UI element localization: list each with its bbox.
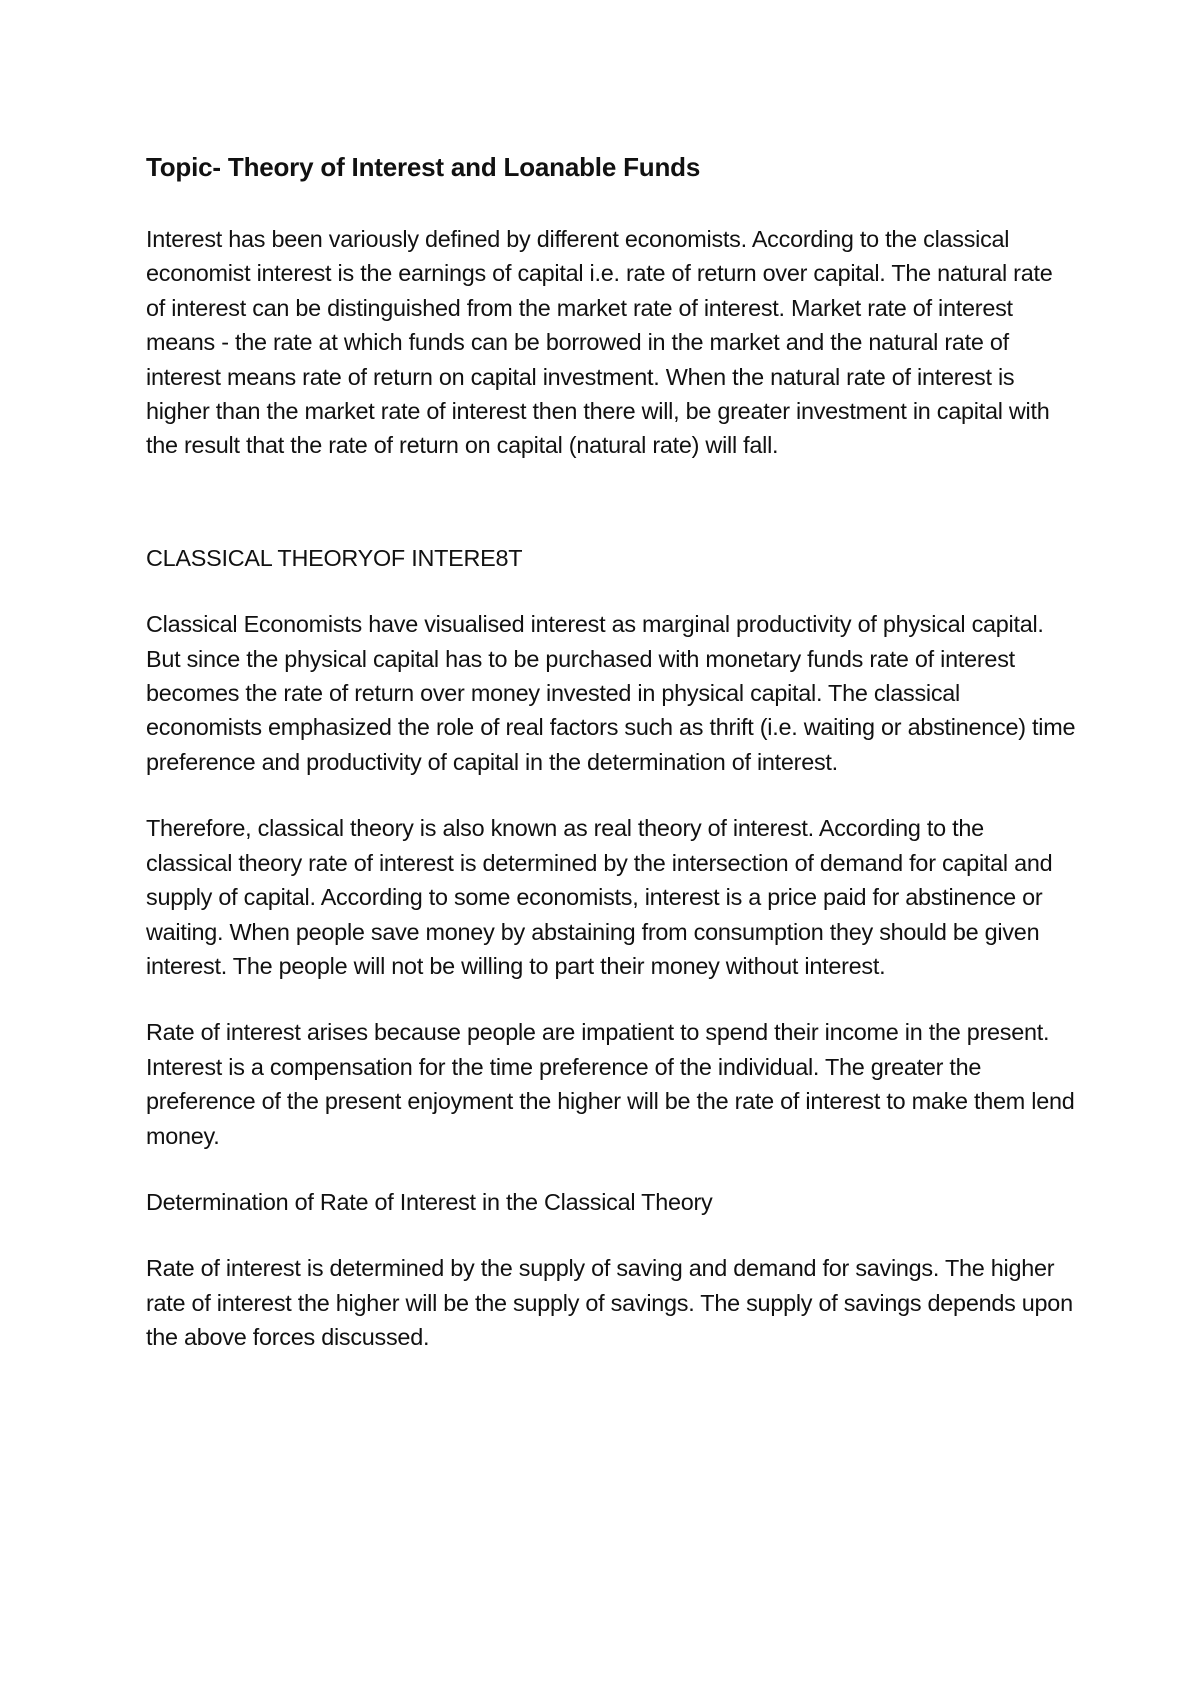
- document-body: [146, 150, 1076, 1387]
- paragraph-classical-economists: Classical Economists have visualised interest as marginal productivity of physical capital. But since the physical capital has to be purchased with monetary funds rate of interest becomes the rate of return over money invested in physical capital. The classical economists emphasized the role of real factors such as thrift (i.e. waiting or abstinence) time preference and productivity of capital in the determination of interest.: [146, 611, 1076, 775]
- paragraph-time-preference: Rate of interest arises because people are impatient to spend their income in the present. Interest is a compensation for the time preference of the individual. The greater the preference of the present enjoyment the higher will be the rate of interest to make them lend money.: [146, 1019, 1075, 1149]
- subheading-determination: Determination of Rate of Interest in the Classical Theory: [146, 1188, 713, 1215]
- paragraph-supply-of-savings: Rate of interest is determined by the supply of saving and demand for savings. The higher rate of interest the higher will be the supply of savings. The supply of savings depends upon the above forces discussed.: [146, 1255, 1073, 1351]
- intro-paragraph: Interest has been variously defined by different economists. According to the classical economist interest is the earnings of capital i.e. rate of return over capital. The natural rate of interest can be distinguished from the market rate of interest. Market rate of interest means - the rate at which funds can be borrowed in the market and the natural rate of interest means rate of return on capital investment. When the natural rate of interest is higher than the market rate of interest then there will, be greater investment in capital with the result that the rate of return on capital (natural rate) will fall.: [146, 226, 1053, 459]
- paragraph-real-theory: Therefore, classical theory is also known as real theory of interest. According to the classical theory rate of interest is determined by the intersection of demand for capital and supply of capital. According to some economists, interest is a price paid for abstinence or waiting. When people save money by abstaining from consumption they should be given interest. The people will not be willing to part their money without interest.: [146, 815, 1053, 979]
- document-title: Topic- Theory of Interest and Loanable Funds: [146, 152, 701, 182]
- section-heading: CLASSICAL THEORYOF INTERE8T: [146, 544, 523, 571]
